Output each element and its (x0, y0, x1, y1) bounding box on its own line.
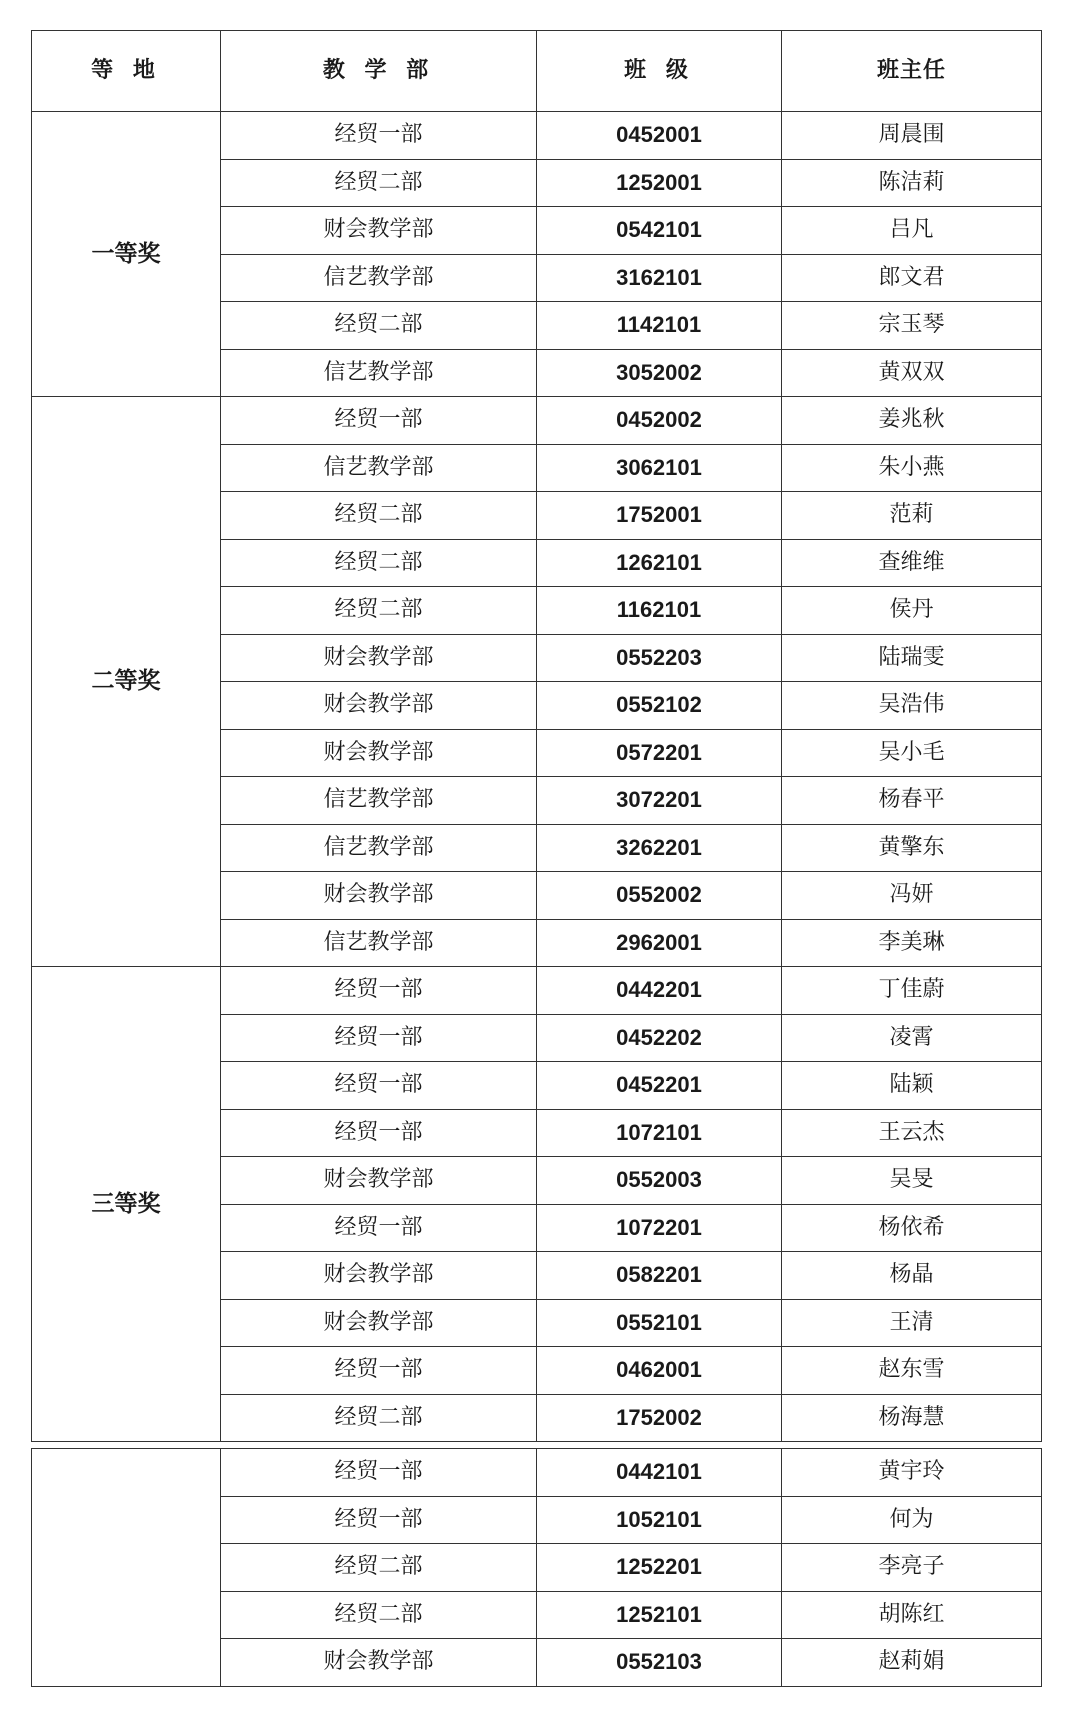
department-cell: 经贸二部 (221, 302, 537, 350)
department-cell: 信艺教学部 (221, 349, 537, 397)
head-teacher-cell: 李亮子 (782, 1544, 1042, 1592)
head-teacher-cell: 胡陈红 (782, 1591, 1042, 1639)
department-cell: 信艺教学部 (221, 824, 537, 872)
department-cell: 经贸二部 (221, 492, 537, 540)
class-cell: 0552101 (537, 1299, 782, 1347)
award-table (31, 30, 1042, 1687)
department-cell: 信艺教学部 (221, 777, 537, 825)
department-cell: 财会教学部 (221, 1299, 537, 1347)
class-cell: 0552102 (537, 682, 782, 730)
head-teacher-cell: 查维维 (782, 539, 1042, 587)
section-gap (32, 1442, 1042, 1449)
department-cell: 经贸一部 (221, 1109, 537, 1157)
department-cell: 信艺教学部 (221, 254, 537, 302)
head-teacher-cell: 黄双双 (782, 349, 1042, 397)
head-teacher-cell: 丁佳蔚 (782, 967, 1042, 1015)
department-cell: 经贸二部 (221, 587, 537, 635)
class-cell: 1752002 (537, 1394, 782, 1442)
header-class: 班 级 (537, 31, 782, 112)
department-cell: 经贸一部 (221, 112, 537, 160)
grade-cell (32, 1449, 221, 1687)
header-head-teacher: 班主任 (782, 31, 1042, 112)
head-teacher-cell: 陆瑞雯 (782, 634, 1042, 682)
head-teacher-cell: 黄擎东 (782, 824, 1042, 872)
class-cell: 1252201 (537, 1544, 782, 1592)
head-teacher-cell: 杨春平 (782, 777, 1042, 825)
class-cell: 1752001 (537, 492, 782, 540)
head-teacher-cell: 凌霄 (782, 1014, 1042, 1062)
class-cell: 0452202 (537, 1014, 782, 1062)
department-cell: 财会教学部 (221, 1639, 537, 1687)
department-cell: 财会教学部 (221, 634, 537, 682)
head-teacher-cell: 赵东雪 (782, 1347, 1042, 1395)
department-cell: 财会教学部 (221, 1252, 537, 1300)
head-teacher-cell: 朱小燕 (782, 444, 1042, 492)
head-teacher-cell: 吴旻 (782, 1157, 1042, 1205)
class-cell: 3262201 (537, 824, 782, 872)
class-cell: 0582201 (537, 1252, 782, 1300)
head-teacher-cell: 宗玉琴 (782, 302, 1042, 350)
department-cell: 信艺教学部 (221, 444, 537, 492)
class-cell: 3062101 (537, 444, 782, 492)
head-teacher-cell: 范莉 (782, 492, 1042, 540)
class-cell: 0462001 (537, 1347, 782, 1395)
head-teacher-cell: 吴小毛 (782, 729, 1042, 777)
class-cell: 1052101 (537, 1496, 782, 1544)
department-cell: 经贸一部 (221, 1014, 537, 1062)
grade-cell: 二等奖 (32, 397, 221, 967)
department-cell: 经贸二部 (221, 1591, 537, 1639)
class-cell: 0572201 (537, 729, 782, 777)
head-teacher-cell: 郎文君 (782, 254, 1042, 302)
class-cell: 1072201 (537, 1204, 782, 1252)
header-department: 教 学 部 (221, 31, 537, 112)
class-cell: 1162101 (537, 587, 782, 635)
class-cell: 0442201 (537, 967, 782, 1015)
header-row (32, 31, 1042, 112)
head-teacher-cell: 黄宇玲 (782, 1449, 1042, 1497)
head-teacher-cell: 赵莉娟 (782, 1639, 1042, 1687)
department-cell: 信艺教学部 (221, 919, 537, 967)
class-cell: 0552203 (537, 634, 782, 682)
section-gap-cell (32, 1442, 1042, 1449)
department-cell: 财会教学部 (221, 207, 537, 255)
head-teacher-cell: 王云杰 (782, 1109, 1042, 1157)
head-teacher-cell: 杨晶 (782, 1252, 1042, 1300)
grade-cell: 三等奖 (32, 967, 221, 1442)
class-cell: 0542101 (537, 207, 782, 255)
head-teacher-cell: 陆颖 (782, 1062, 1042, 1110)
head-teacher-cell: 姜兆秋 (782, 397, 1042, 445)
class-cell: 0552003 (537, 1157, 782, 1205)
class-cell: 0442101 (537, 1449, 782, 1497)
table-row (32, 112, 1042, 160)
class-cell: 0452002 (537, 397, 782, 445)
class-cell: 3162101 (537, 254, 782, 302)
class-cell: 1252101 (537, 1591, 782, 1639)
department-cell: 经贸二部 (221, 1544, 537, 1592)
department-cell: 经贸二部 (221, 159, 537, 207)
head-teacher-cell: 杨海慧 (782, 1394, 1042, 1442)
head-teacher-cell: 王清 (782, 1299, 1042, 1347)
class-cell: 0552103 (537, 1639, 782, 1687)
class-cell: 3052002 (537, 349, 782, 397)
department-cell: 财会教学部 (221, 682, 537, 730)
head-teacher-cell: 吴浩伟 (782, 682, 1042, 730)
department-cell: 财会教学部 (221, 729, 537, 777)
head-teacher-cell: 杨依希 (782, 1204, 1042, 1252)
table-row (32, 397, 1042, 445)
table-body (32, 112, 1042, 1687)
class-cell: 0552002 (537, 872, 782, 920)
class-cell: 1072101 (537, 1109, 782, 1157)
department-cell: 财会教学部 (221, 1157, 537, 1205)
department-cell: 经贸二部 (221, 1394, 537, 1442)
department-cell: 经贸二部 (221, 539, 537, 587)
head-teacher-cell: 吕凡 (782, 207, 1042, 255)
class-cell: 0452001 (537, 112, 782, 160)
table-row (32, 1449, 1042, 1497)
head-teacher-cell: 侯丹 (782, 587, 1042, 635)
head-teacher-cell: 李美琳 (782, 919, 1042, 967)
grade-cell: 一等奖 (32, 112, 221, 397)
header-grade: 等 地 (32, 31, 221, 112)
class-cell: 1142101 (537, 302, 782, 350)
class-cell: 1262101 (537, 539, 782, 587)
head-teacher-cell: 陈洁莉 (782, 159, 1042, 207)
class-cell: 1252001 (537, 159, 782, 207)
department-cell: 经贸一部 (221, 1062, 537, 1110)
department-cell: 经贸一部 (221, 1449, 537, 1497)
class-cell: 2962001 (537, 919, 782, 967)
department-cell: 经贸一部 (221, 1204, 537, 1252)
head-teacher-cell: 何为 (782, 1496, 1042, 1544)
class-cell: 3072201 (537, 777, 782, 825)
table-row (32, 967, 1042, 1015)
head-teacher-cell: 冯妍 (782, 872, 1042, 920)
class-cell: 0452201 (537, 1062, 782, 1110)
department-cell: 财会教学部 (221, 872, 537, 920)
department-cell: 经贸一部 (221, 967, 537, 1015)
department-cell: 经贸一部 (221, 1347, 537, 1395)
department-cell: 经贸一部 (221, 1496, 537, 1544)
head-teacher-cell: 周晨围 (782, 112, 1042, 160)
department-cell: 经贸一部 (221, 397, 537, 445)
